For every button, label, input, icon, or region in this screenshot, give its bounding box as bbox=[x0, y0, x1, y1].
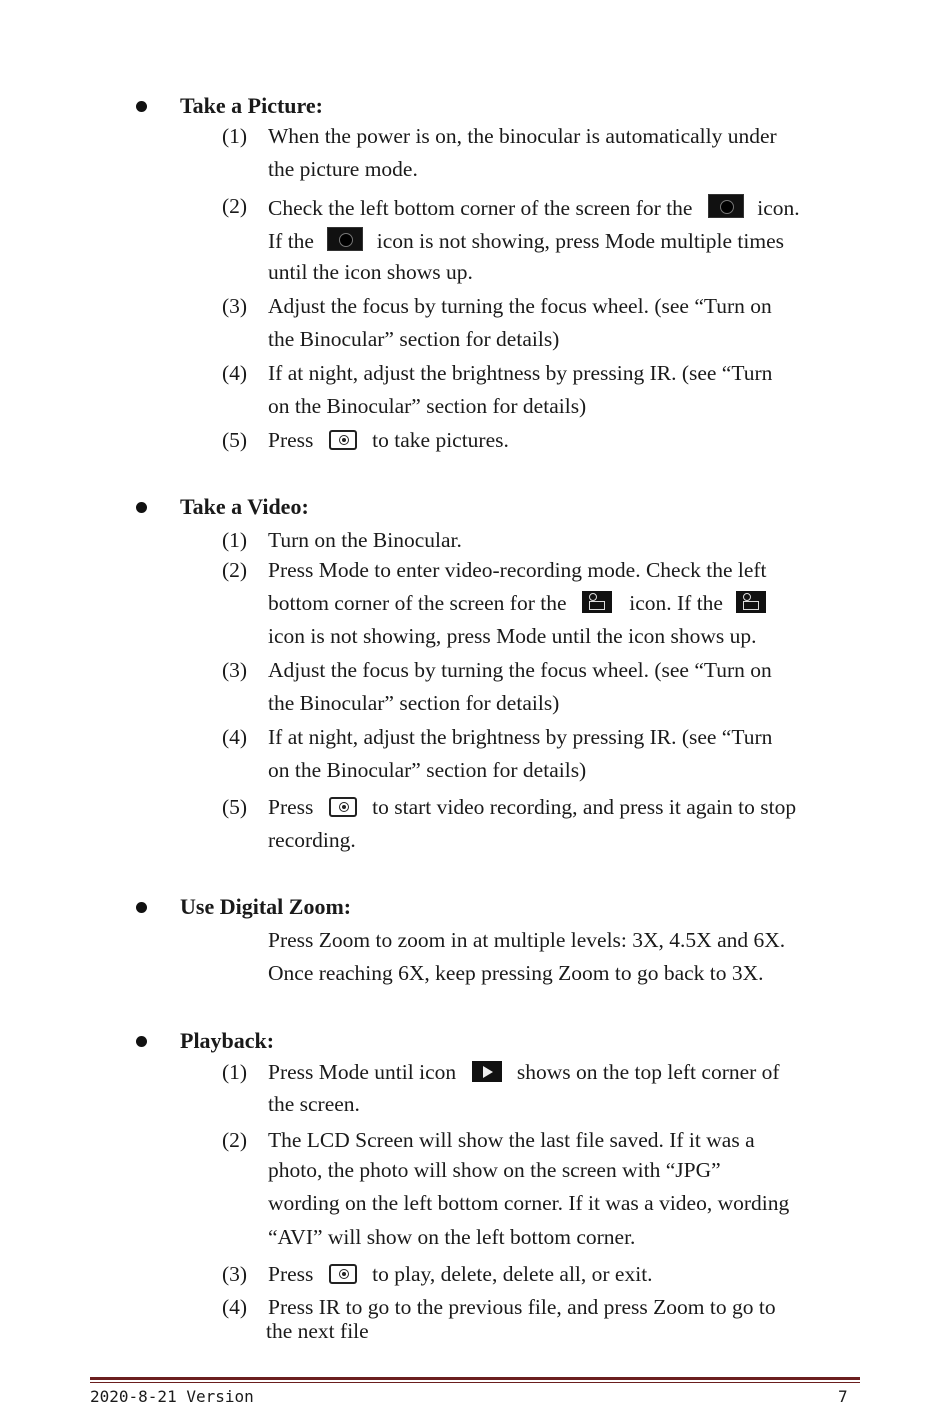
camera-mode-icon bbox=[327, 227, 363, 251]
text-line: Adjust the focus by turning the focus wheel. (see “Turn on bbox=[268, 294, 772, 318]
text-line: Press IR to go to the previous file, and press Zoom to go to bbox=[268, 1295, 776, 1319]
text-line: When the power is on, the binocular is automatically under bbox=[268, 124, 777, 148]
text-line: Press Mode to enter video-recording mode. Check the left bbox=[268, 558, 767, 582]
footer-version: 2020-8-21 Version bbox=[90, 1387, 254, 1406]
item-number: (4) bbox=[222, 361, 248, 385]
text-fragment: Check the left bottom corner of the screen for the bbox=[268, 196, 693, 220]
text-line: Adjust the focus by turning the focus wheel. (see “Turn on bbox=[268, 658, 772, 682]
text-fragment: to take pictures. bbox=[372, 428, 509, 452]
item-number: (1) bbox=[222, 528, 248, 552]
text-line bbox=[268, 1262, 653, 1286]
text-line: on the Binocular” section for details) bbox=[268, 394, 587, 418]
text-fragment: bottom corner of the screen for the bbox=[268, 591, 567, 615]
text-line: wording on the left bottom corner. If it was a video, wording bbox=[268, 1191, 790, 1215]
bullet-icon bbox=[136, 101, 147, 112]
item-number: (3) bbox=[222, 658, 248, 682]
bullet-icon bbox=[136, 502, 147, 513]
text-line: If at night, adjust the brightness by pressing IR. (see “Turn bbox=[268, 725, 773, 749]
text-fragment: to play, delete, delete all, or exit. bbox=[372, 1262, 653, 1286]
text-line: photo, the photo will show on the screen with “JPG” bbox=[268, 1158, 721, 1182]
text-fragment: Press bbox=[268, 428, 314, 452]
page-number: 7 bbox=[838, 1387, 848, 1406]
video-mode-icon bbox=[582, 591, 612, 613]
shutter-button-icon bbox=[329, 430, 357, 450]
text-fragment: icon. If the bbox=[629, 591, 723, 615]
heading-text: Playback: bbox=[180, 1028, 275, 1053]
text-line: the screen. bbox=[268, 1092, 360, 1116]
item-number: (4) bbox=[222, 725, 248, 749]
footer-rule-thin bbox=[90, 1382, 860, 1383]
text-fragment: to start video recording, and press it again to stop bbox=[372, 795, 797, 819]
text-line: “AVI” will show on the left bottom corner. bbox=[268, 1225, 636, 1249]
bullet-icon bbox=[136, 1036, 147, 1047]
text-line bbox=[268, 1060, 780, 1084]
text-line: the Binocular” section for details) bbox=[268, 327, 560, 351]
item-number: (3) bbox=[222, 1262, 248, 1286]
text-line: If at night, adjust the brightness by pressing IR. (see “Turn bbox=[268, 361, 773, 385]
video-mode-icon bbox=[736, 591, 766, 613]
text-fragment: Press bbox=[268, 1262, 314, 1286]
text-line bbox=[268, 194, 800, 220]
item-number: (2) bbox=[222, 194, 248, 218]
heading-text: Take a Video: bbox=[180, 494, 309, 519]
item-number: (4) bbox=[222, 1295, 248, 1319]
shutter-button-icon bbox=[329, 1264, 357, 1284]
text-line bbox=[268, 591, 770, 615]
text-line bbox=[268, 428, 509, 452]
text-line bbox=[268, 795, 796, 819]
item-number: (1) bbox=[222, 124, 248, 148]
playback-mode-icon bbox=[472, 1061, 502, 1082]
text-line: until the icon shows up. bbox=[268, 260, 473, 284]
text-line: recording. bbox=[268, 828, 356, 852]
heading-text: Use Digital Zoom: bbox=[180, 894, 352, 919]
text-fragment: Press Mode until icon bbox=[268, 1060, 457, 1084]
footer-rule bbox=[90, 1377, 860, 1380]
text-line bbox=[268, 227, 784, 253]
shutter-button-icon bbox=[329, 797, 357, 817]
item-number: (5) bbox=[222, 795, 248, 819]
bullet-icon bbox=[136, 902, 147, 913]
item-number: (2) bbox=[222, 1128, 248, 1152]
text-line: the picture mode. bbox=[268, 157, 418, 181]
text-line: the Binocular” section for details) bbox=[268, 691, 560, 715]
item-number: (1) bbox=[222, 1060, 248, 1084]
text-line: the next file bbox=[266, 1319, 369, 1343]
text-fragment: icon is not showing, press Mode multiple times bbox=[376, 229, 785, 253]
item-number: (5) bbox=[222, 428, 248, 452]
camera-mode-icon bbox=[708, 194, 744, 218]
item-number: (3) bbox=[222, 294, 248, 318]
text-line: icon is not showing, press Mode until the icon shows up. bbox=[268, 624, 757, 648]
heading-text: Take a Picture: bbox=[180, 93, 323, 118]
text-fragment: icon. bbox=[757, 196, 800, 220]
text-line: Press Zoom to zoom in at multiple levels: 3X, 4.5X and 6X. bbox=[268, 928, 786, 952]
text-line: on the Binocular” section for details) bbox=[268, 758, 587, 782]
text-fragment: shows on the top left corner of bbox=[516, 1060, 780, 1084]
text-fragment: Press bbox=[268, 795, 314, 819]
text-line: Turn on the Binocular. bbox=[268, 528, 462, 552]
text-line: Once reaching 6X, keep pressing Zoom to go back to 3X. bbox=[268, 961, 764, 985]
text-fragment: If the bbox=[268, 229, 314, 253]
text-line: The LCD Screen will show the last file saved. If it was a bbox=[268, 1128, 755, 1152]
item-number: (2) bbox=[222, 558, 248, 582]
